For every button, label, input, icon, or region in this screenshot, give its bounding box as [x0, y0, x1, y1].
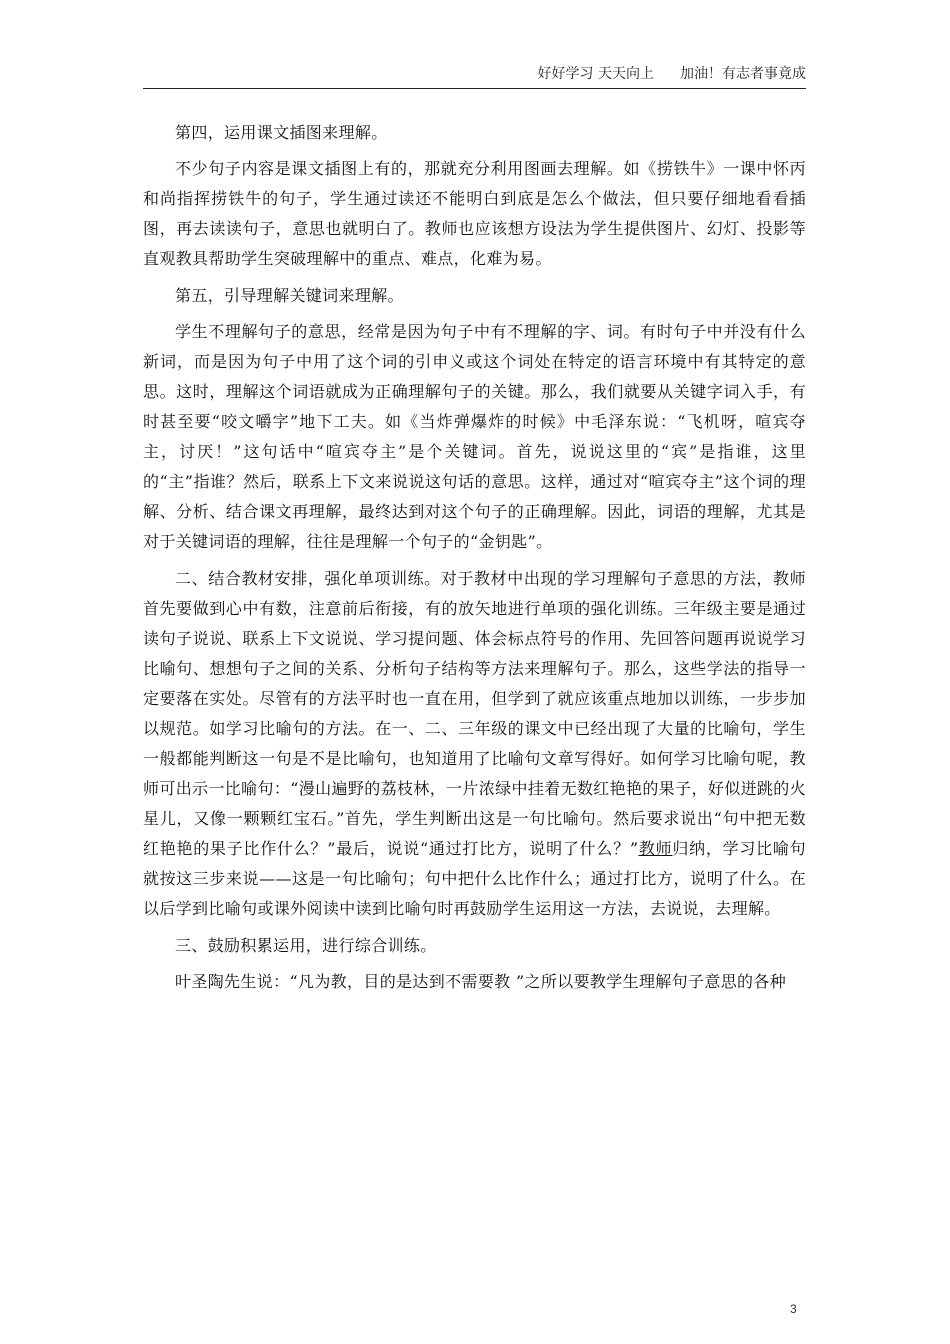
paragraph-key-words: 学生不理解句子的意思，经常是因为句子中有不理解的字、词。有时句子中并没有什么新词，而是因为句子中用了这个词的引申义或这个词处在特定的语言环境中有其特定的意思。这时，理解这个词语就成为正确理解句子的关键。那么，我们就要从关键字词入手，有时甚至要“咬文嚼字”地下工夫。如《当炸弹爆炸的时候》中毛泽东说：“飞机呀，喧宾夺主，讨厌！”这句话中“喧宾夺主”是个关键词。首先，说说这里的“宾”是指谁，这里的“主”指谁？然后，联系上下文来说说这句话的意思。这样，通过对“喧宾夺主”这个词的理解、分析、结合课文再理解，最终达到对这个句子的正确理解。因此，词语的理解，尤其是对于关键词语的理解，往往是理解一个句子的“金钥匙”。 — [143, 322, 806, 551]
section-heading-third: 三、鼓励积累运用，进行综合训练。 — [175, 936, 437, 955]
paragraph-single-training-tail: 归纳，学习比喻句就按这三步来说——这是一句比喻句；句中把什么比作什么；通过打比方，说明了什么。在以后学到比喻句或课外阅读中读到比喻句时再鼓励学生运用这一方法，去说说，去理解。 — [143, 839, 807, 918]
page-header — [143, 64, 806, 89]
underlined-word: 教师 — [638, 839, 673, 858]
paragraph-ye-shengtao: 叶圣陶先生说：“凡为教，目的是达到不需要教 ”之所以要教学生理解句子意思的各种 — [175, 972, 787, 991]
header-motto-right: 加油！有志者事竟成 — [680, 66, 806, 82]
section-heading-fourth: 第四，运用课文插图来理解。 — [175, 123, 388, 142]
paragraph-illustrations: 不少句子内容是课文插图上有的，那就充分利用图画去理解。如《捞铁牛》一课中怀丙和尚指挥捞铁牛的句子，学生通过读还不能明白到底是怎么个做法，但只要仔细地看看插图，再去读读句子，意思也就明白了。教师也应该想方设法为学生提供图片、幻灯、投影等直观教具帮助学生突破理解中的重点、难点，化难为易。 — [143, 159, 806, 268]
paragraph-single-training-text: 二、结合教材安排，强化单项训练。对于教材中出现的学习理解句子意思的方法，教师首先要做到心中有数，注意前后衔接，有的放矢地进行单项的强化训练。三年级主要是通过读句子说说、联系上下文说说、学习提问题、体会标点符号的作用、先回答问题再说说学习比喻句、想想句子之间的关系、分析句子结构等方法来理解句子。那么，这些学法的指导一定要落在实处。尽管有的方法平时也一直在用，但学到了就应该重点地加以训练，一步步加以规范。如学习比喻句的方法。在一、二、三年级的课文中已经出现了大量的比喻句，学生一般都能判断这一句是不是比喻句，也知道用了比喻句文章写得好。如何学习比喻句呢，教师可出示一比喻句：“漫山遍野的荔枝林，一片浓绿中挂着无数红艳艳的果子，好似迸跳的火星儿，又像一颗颗红宝石。”首先，学生判断出这是一句比喻句。然后要求说出“句中把无数红艳艳的果子比作什么？”最后，说说“通过打比方，说明了什么？” — [143, 569, 806, 858]
header-motto-left: 好好学习 天天向上 — [537, 66, 654, 82]
document-body — [143, 118, 806, 1004]
section-heading-fifth: 第五，引导理解关键词来理解。 — [175, 286, 404, 305]
page-number: 3 — [790, 1302, 797, 1316]
paragraph-single-training — [143, 564, 806, 924]
